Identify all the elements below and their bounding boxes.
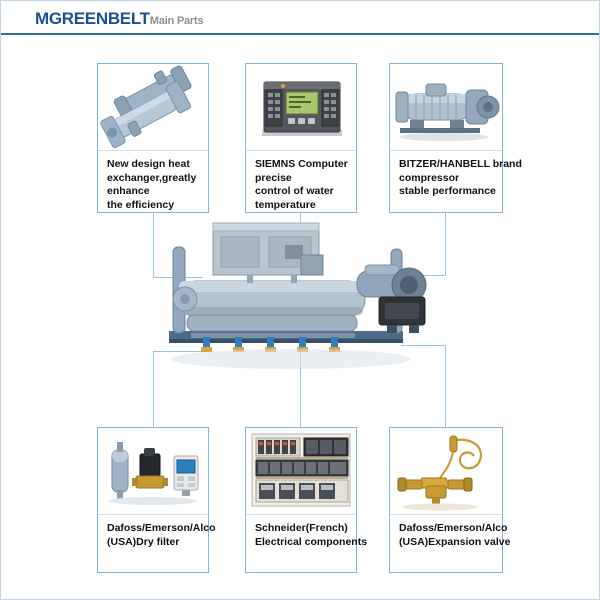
brand-logo bbox=[35, 9, 203, 29]
electrical-panel-svg bbox=[246, 428, 356, 513]
card-expansion-valve[interactable] bbox=[389, 427, 511, 573]
electrical-components-icon bbox=[246, 428, 356, 515]
card-heat-exchanger-line-2: exchanger,greatly bbox=[107, 171, 197, 184]
card-siemens-line-3: control of water bbox=[255, 185, 334, 197]
siemens-plc-svg bbox=[246, 64, 356, 149]
card-compressor[interactable] bbox=[389, 63, 522, 213]
siemens-plc-icon bbox=[246, 64, 356, 151]
card-compressor-line-1: BITZER/HANBELL brand bbox=[399, 158, 522, 170]
card-electrical-line-2: Electrical components bbox=[255, 535, 368, 548]
chiller-unit-svg bbox=[151, 219, 451, 379]
card-heat-exchanger-text bbox=[98, 151, 208, 218]
heat-exchanger-tubes-svg bbox=[98, 64, 208, 149]
card-dry-filter-text bbox=[98, 515, 216, 555]
card-electrical-line-1: Schneider(French) bbox=[255, 522, 348, 534]
card-heat-exchanger-line-4: the efficiency bbox=[107, 198, 175, 211]
card-heat-exchanger-line-3: enhance bbox=[107, 185, 150, 197]
card-expansion-text bbox=[390, 515, 511, 555]
screw-compressor-svg bbox=[390, 64, 502, 149]
card-dry-filter[interactable] bbox=[97, 427, 216, 573]
card-electrical-components[interactable] bbox=[245, 427, 368, 573]
card-siemens-controller[interactable] bbox=[245, 63, 357, 213]
card-siemens-text bbox=[246, 151, 356, 218]
card-heat-exchanger[interactable] bbox=[97, 63, 209, 213]
card-dry-filter-line-2: (USA)Dry filter bbox=[107, 535, 180, 548]
card-dry-filter-line-1: Dafoss/Emerson/Alco bbox=[107, 522, 216, 534]
card-compressor-line-2: compressor bbox=[399, 171, 460, 184]
compressor-icon bbox=[390, 64, 502, 151]
card-compressor-text bbox=[390, 151, 522, 205]
card-siemens-line-1: SIEMNS Computer bbox=[255, 158, 348, 170]
card-siemens-line-2: precise bbox=[255, 171, 292, 184]
expansion-valve-icon bbox=[390, 428, 502, 515]
card-electrical-text bbox=[246, 515, 368, 555]
card-expansion-line-1: Dafoss/Emerson/Alco bbox=[399, 522, 508, 534]
chiller-unit-image bbox=[151, 219, 451, 379]
card-expansion-line-2: (USA)Expansion valve bbox=[399, 535, 511, 548]
page-header bbox=[1, 1, 599, 35]
dry-filter-solenoid-svg bbox=[98, 428, 208, 513]
heat-exchanger-icon bbox=[98, 64, 208, 151]
brand-tagline: Main Parts bbox=[149, 15, 204, 27]
brand-name: MGREENBELT bbox=[35, 9, 150, 28]
expansion-valve-svg bbox=[390, 428, 502, 513]
dry-filter-icon bbox=[98, 428, 208, 515]
card-siemens-line-4: temperature bbox=[255, 198, 316, 211]
card-compressor-line-3: stable performance bbox=[399, 185, 496, 197]
card-heat-exchanger-line-1: New design heat bbox=[107, 158, 190, 170]
